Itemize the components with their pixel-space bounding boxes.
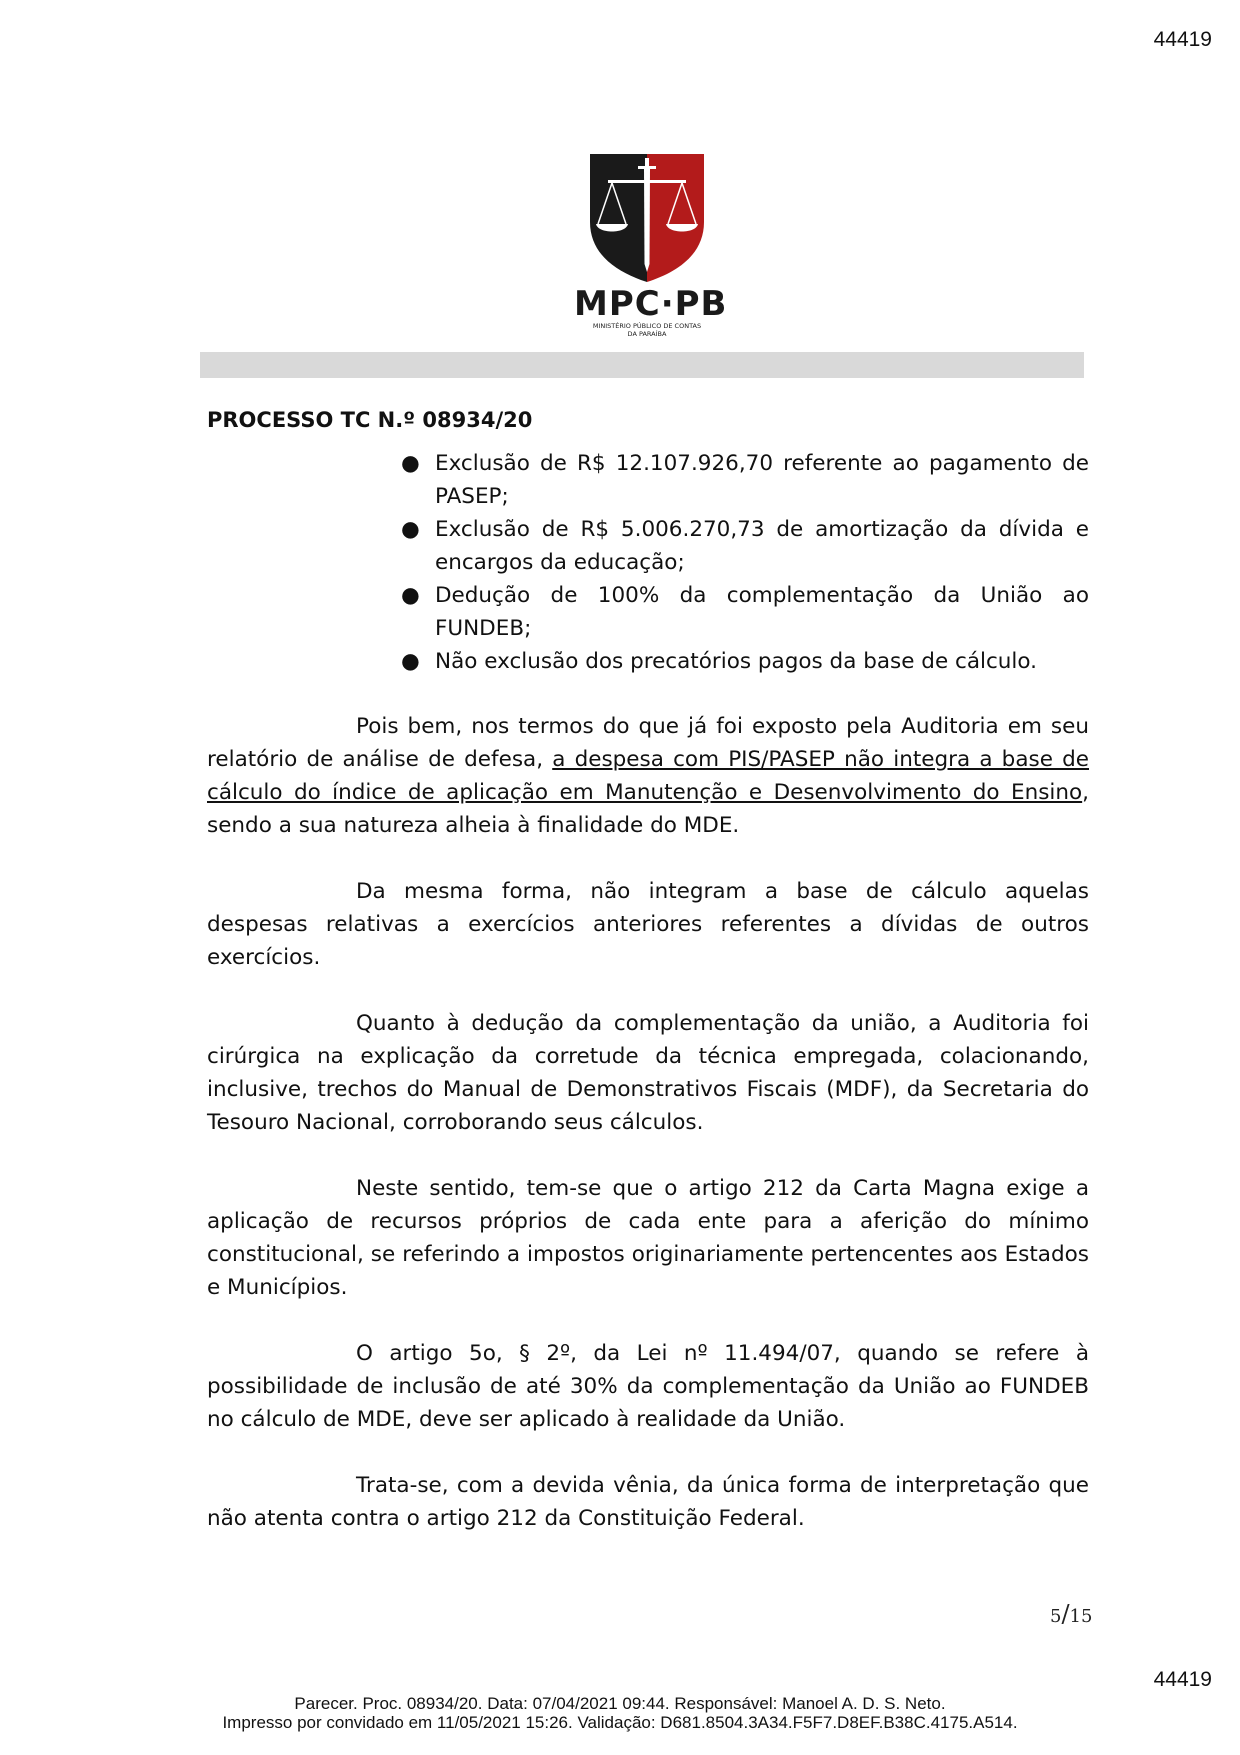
- mpc-pb-logo-emblem: [588, 152, 706, 284]
- bullet-icon: ●: [401, 451, 420, 476]
- paragraph-conclusao: Trata-se, com a devida vênia, da única forma de interpretação que não atenta contra o artigo 212 da Constituição Federal.: [207, 1473, 1089, 1531]
- footer-line1: Parecer. Proc. 08934/20. Data: 07/04/2021 09:44. Responsável: Manoel A. D. S. Neto.: [294, 1694, 946, 1713]
- list-item: [401, 645, 1089, 678]
- paragraph-exercicios-anteriores: Da mesma forma, não integram a base de cálculo aquelas despesas relativas a exercícios anteriores referentes a dívidas de outros exercícios.: [207, 879, 1089, 970]
- paragraph-text: , sendo a sua natureza alheia à finalidade do MDE.: [207, 780, 1089, 838]
- paragraph-text: Pois bem, nos termos do que já foi exposto pela Auditoria em seu relatório de análise de defesa,: [207, 714, 1089, 772]
- list-item: [401, 447, 1089, 513]
- page-fraction: [1050, 1600, 1092, 1628]
- page-number-bottom: 44419: [1153, 1668, 1212, 1691]
- list-item: [401, 513, 1089, 579]
- paragraph-lei-11494: O artigo 5o, § 2º, da Lei nº 11.494/07, quando se refere à possibilidade de inclusão de até 30% da complementação da União ao FUNDEB no cálculo de MDE, deve ser aplicado à realidade da União.: [207, 1341, 1089, 1432]
- page-total: 15: [1069, 1606, 1093, 1627]
- process-title: PROCESSO TC N.º 08934/20: [207, 408, 533, 432]
- logo-text-block: [574, 284, 728, 338]
- logo-subtitle-line1: MINISTÉRIO PÚBLICO DE CONTAS: [592, 322, 702, 330]
- paragraph-complementacao-uniao: Quanto à dedução da complementação da união, a Auditoria foi cirúrgica na explicação da corretude da técnica empregada, colacionando, inclusive, trechos do Manual de Demonstrativos Fiscais (MDF), da Secretaria do Tesouro Nacional, corroborando seus cálculos.: [207, 1011, 1089, 1135]
- list-item-text: Exclusão de R$ 5.006.270,73 de amortização da dívida e encargos da educação;: [435, 517, 1089, 575]
- bullet-icon: ●: [401, 517, 420, 542]
- list-item-text: Dedução de 100% da complementação da União ao FUNDEB;: [435, 583, 1089, 641]
- bullet-list: [207, 447, 1089, 678]
- paragraph-pis-pasep: [207, 710, 1089, 842]
- logo-subtitle-line2: DA PARAÍBA: [627, 330, 667, 338]
- header-divider-band: [200, 352, 1084, 378]
- document-body: [207, 404, 1089, 1568]
- shield-scales-icon: [588, 152, 706, 284]
- paragraph-artigo-212: Neste sentido, tem-se que o artigo 212 da Carta Magna exige a aplicação de recursos próprios de cada ente para a aferição do mínimo constitucional, se referindo a impostos originariamente pertencentes aos Estados e Municípios.: [207, 1176, 1089, 1300]
- bullet-icon: ●: [401, 649, 420, 674]
- bullet-icon: ●: [401, 583, 420, 608]
- logo-title: MPC·PB: [574, 284, 728, 324]
- list-item-text: Exclusão de R$ 12.107.926,70 referente ao pagamento de PASEP;: [435, 451, 1089, 509]
- page-current: 5: [1050, 1606, 1062, 1627]
- page-number-top: 44419: [1153, 28, 1212, 51]
- underlined-text: a despesa com PIS/PASEP não integra a base de cálculo do índice de aplicação em Manutenção e Desenvolvimento do Ensino: [207, 747, 1089, 805]
- footer-line2: Impresso por convidado em 11/05/2021 15:26. Validação: D681.8504.3A34.F5F7.D8EF.B38C.4175.A514.: [222, 1713, 1018, 1732]
- list-item-text: Não exclusão dos precatórios pagos da base de cálculo.: [435, 649, 1037, 674]
- page-separator: /: [1061, 1600, 1070, 1628]
- list-item: [401, 579, 1089, 645]
- footer-validation: [0, 1694, 1240, 1732]
